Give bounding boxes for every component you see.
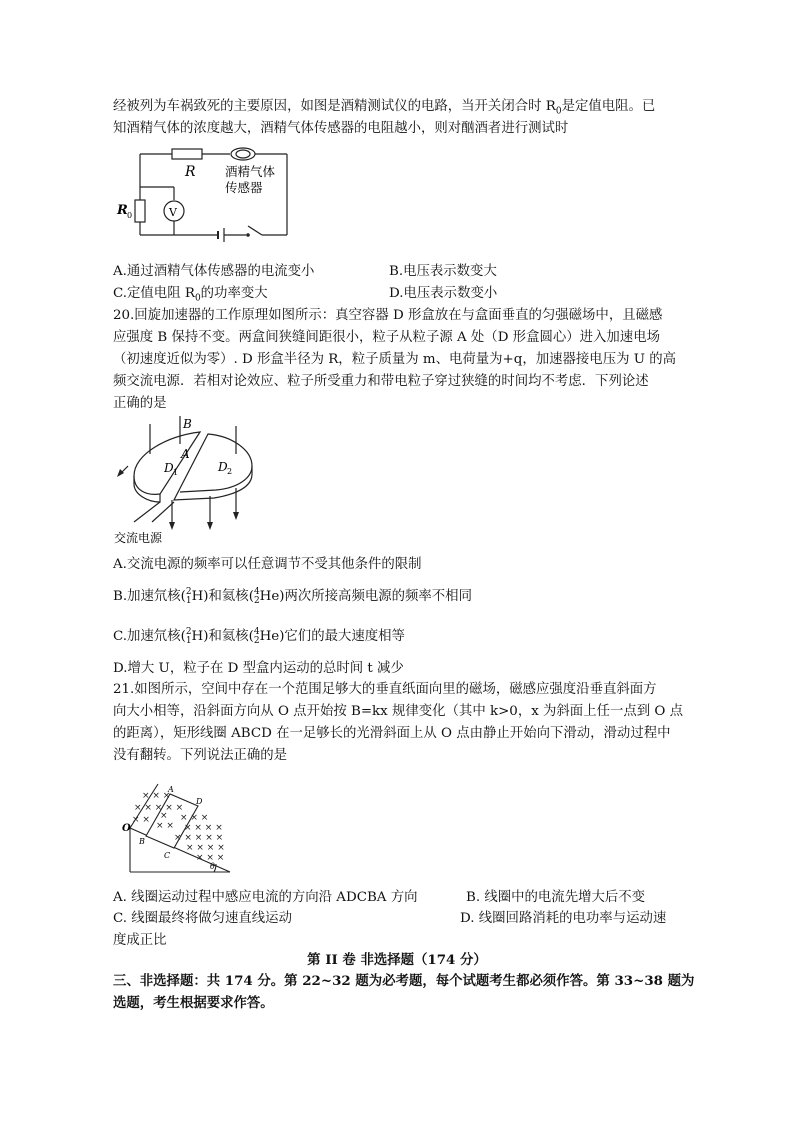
cyclotron-diagram	[112, 414, 262, 549]
point-c-label: C	[164, 851, 171, 860]
section-instructions-line-2: 选题，考生根据要求作答。	[113, 995, 274, 1011]
sensor-label-line-2: 传感器	[225, 180, 263, 195]
q21-option-a: A. 线圈运动过程中感应电流的方向沿 ADCBA 方向	[113, 890, 418, 905]
d2-label: D	[218, 460, 228, 474]
q20-option-d: D.增大 U，粒子在 D 型盒内运动的总时间 t 减少	[113, 661, 404, 676]
q21-option-c: C. 线圈最终将做匀速直线运动	[113, 911, 292, 926]
q21-stem-line-4: 没有翻转。下列说法正确的是	[113, 748, 288, 763]
point-d-label: D	[196, 797, 203, 806]
svg-text:× × ×: × × ×	[196, 853, 225, 863]
intro-line-1: 经被列为车祸致死的主要原因，如图是酒精测试仪的电路，当开关闭合时 $R_0$是定值电阻。已	[113, 99, 656, 117]
q20-option-b: B.加速氘核( 2 1 H)和氦核( 4 2 He)两次所接高频电源的频率不相同	[113, 586, 472, 606]
q20-stem-line-4: 频交流电源．若相对论效应、粒子所受重力和带电粒子穿过狭缝的时间均不考虑．下列论述	[113, 374, 649, 389]
q21-stem-line-1: 21.如图所示，空间中存在一个范围足够大的垂直纸面向里的磁场，磁感应强度沿垂直斜面方	[113, 682, 657, 697]
q19-option-d: D.电压表示数变小	[389, 286, 498, 301]
svg-text:× ×: × ×	[156, 821, 174, 831]
q20-stem-line-2: 应强度 B 保持不变。两盒间狭缝间距很小，粒子从粒子源 A 处（D 形盒圆心）进入加速电场	[113, 330, 660, 345]
isotope-h-c: 2 1	[185, 626, 192, 646]
isotope-h-b: 2 1	[185, 586, 192, 606]
q21-option-d-line-1: D. 线圈回路消耗的电功率与运动速	[460, 911, 667, 926]
point-a-label: A	[168, 785, 174, 794]
intro-line-2: 知酒精气体的浓度越大，酒精气体传感器的电阻越小，则对酗酒者进行测试时	[113, 121, 569, 136]
isotope-he-b: 4 2	[253, 586, 260, 606]
q21-stem-line-3: 的距离），矩形线圈 ABCD 在一足够长的光滑斜面上从 O 点由静止开始向下滑动，滑动过程中	[113, 726, 671, 741]
q20-option-a: A.交流电源的频率可以任意调节不受其他条件的限制	[113, 557, 422, 572]
resistor-r0-label: R	[117, 203, 128, 218]
q21-stem-line-2: 向大小相等，沿斜面方向从 O 点开始按 B=kx 规律变化（其中 k>0，x 为斜面上任一点到 O 点	[113, 704, 684, 719]
alcohol-tester-circuit-diagram	[112, 142, 297, 247]
svg-text:×: ×	[160, 811, 168, 821]
source-a-label: A	[181, 447, 190, 461]
resistor-r0-sub: 0	[127, 211, 133, 220]
svg-text:× ×: × ×	[132, 815, 150, 825]
q20-stem-line-1: 20.回旋加速器的工作原理如图所示：真空容器 D 形盒放在与盒面垂直的匀强磁场中，且磁感	[113, 308, 663, 323]
isotope-he-c: 4 2	[253, 626, 260, 646]
q20-stem-line-5: 正确的是	[113, 396, 167, 411]
point-o-label: O	[122, 823, 131, 834]
svg-text:× × × × ×: × × × × ×	[174, 833, 224, 843]
d1-sub: 1	[173, 468, 179, 477]
q19-option-c: C.定值电阻 $R_0$的功率变大	[113, 286, 268, 304]
voltmeter-label: V	[169, 206, 177, 219]
angle-theta-label: θ	[210, 862, 215, 871]
q21-option-b: B. 线圈中的电流先增大后不变	[466, 890, 646, 905]
q19-option-b: B.电压表示数变大	[389, 264, 497, 279]
svg-text:× × × × ×: × × × × ×	[134, 803, 184, 813]
resistor-r-label: R	[185, 164, 196, 180]
d2-sub: 2	[227, 467, 233, 476]
svg-text:× × × ×: × × × ×	[184, 823, 223, 833]
power-source-label: 交流电源	[114, 531, 163, 545]
sensor-label-line-1: 酒精气体	[225, 164, 276, 179]
q21-option-d-line-2: 度成正比	[113, 933, 167, 948]
point-b-label: B	[139, 837, 145, 846]
svg-text:× × ×: × × ×	[180, 813, 209, 823]
incline-coil-diagram	[112, 780, 242, 880]
q20-option-c: C.加速氘核( 2 1 H)和氦核( 4 2 He)它们的最大速度相等	[113, 626, 405, 646]
d1-label: D	[164, 461, 174, 475]
field-b-label: B	[183, 417, 192, 431]
svg-text:× × × ×: × × × ×	[186, 843, 225, 853]
q20-stem-line-3: （初速度近似为零）. D 形盒半径为 R，粒子质量为 m、电荷量为+q，加速器接电压为 U 的高	[113, 352, 677, 367]
section-title: 第 II 卷 非选择题（174 分）	[307, 952, 487, 968]
q19-option-a: A.通过酒精气体传感器的电流变小	[113, 264, 315, 279]
svg-text:× × ×: × × ×	[142, 791, 171, 801]
section-instructions-line-1: 三、非选择题：共 174 分。第 22~32 题为必考题，每个试题考生都必须作答。第 33~38 题为	[113, 973, 695, 989]
